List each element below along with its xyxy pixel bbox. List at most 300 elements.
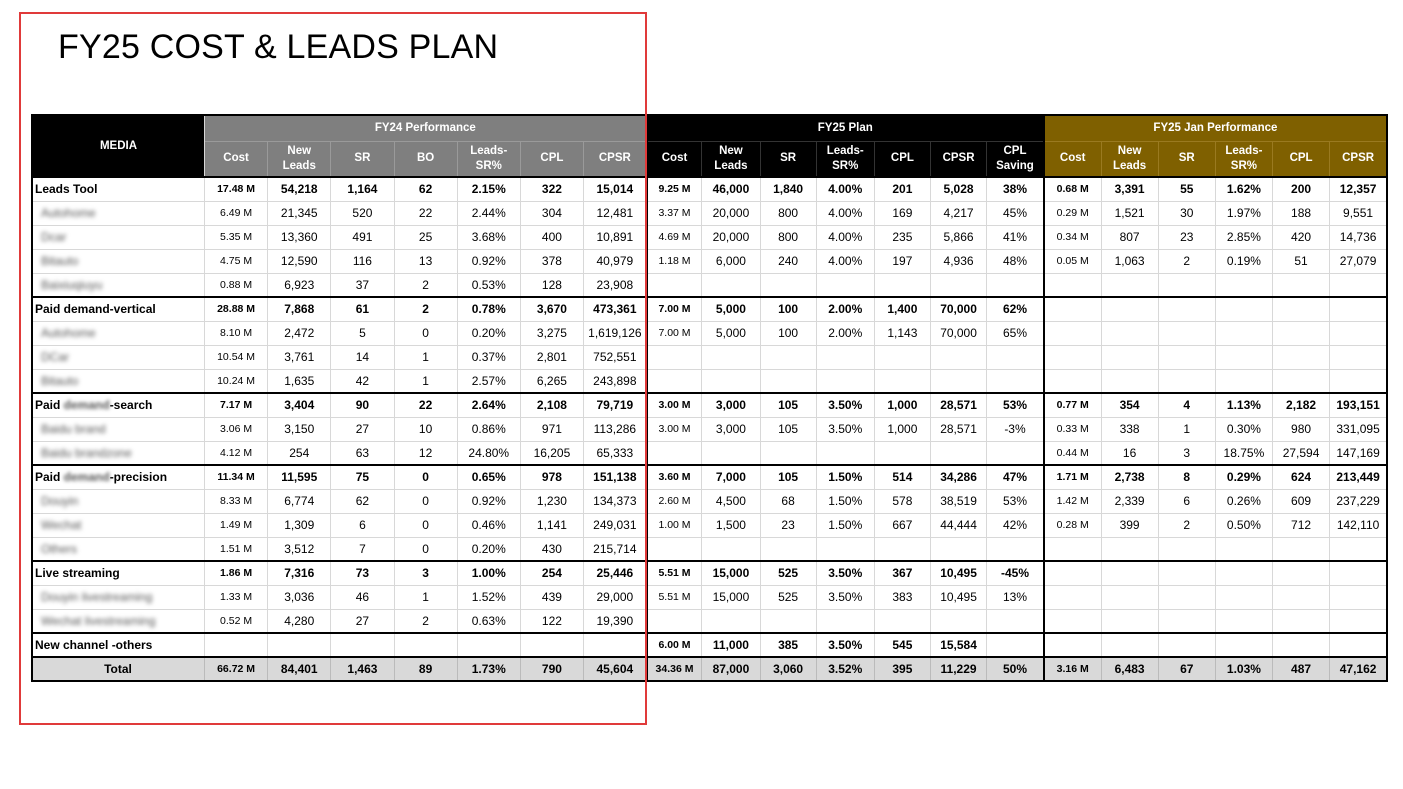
plan-cell [816,609,874,633]
fy24-cell: 65,333 [584,441,647,465]
plan-cell: 4,500 [702,489,760,513]
fy24-cell [457,633,520,657]
media-label: Others [41,541,78,556]
jan-cell: 0.29% [1215,465,1272,489]
plan-cell: 525 [760,585,816,609]
jan-col-header: New Leads [1101,141,1158,177]
fy24-cell: 0 [394,513,457,537]
fy24-cell: 19,390 [584,609,647,633]
media-header: MEDIA [32,115,204,177]
fy24-cell: 1 [394,585,457,609]
jan-cell [1330,561,1387,585]
fy24-cell: 3,761 [268,345,331,369]
jan-cell: 420 [1272,225,1329,249]
plan-cell: 367 [874,561,930,585]
plan-cell: -3% [987,417,1044,441]
plan-cell: 5,028 [930,177,986,201]
fy24-cell: 1 [394,369,457,393]
plan-cell: 667 [874,513,930,537]
fy24-col-header: Cost [204,141,267,177]
plan-cell: 6,000 [702,249,760,273]
fy24-cell: 3,036 [268,585,331,609]
table-row [32,369,1387,393]
plan-cell [760,537,816,561]
plan-cell: 2.60 M [647,489,702,513]
jan-cell: 188 [1272,201,1329,225]
plan-cell: 48% [987,249,1044,273]
plan-cell [647,273,702,297]
fy24-cell: 28.88 M [204,297,267,321]
plan-cell: 87,000 [702,657,760,681]
jan-cell: 14,736 [1330,225,1387,249]
plan-cell: 20,000 [702,201,760,225]
jan-cell: 30 [1158,201,1215,225]
table-row [32,513,1387,537]
media-cell [32,393,204,417]
media-label: Paid demand-vertical [35,302,156,317]
plan-cell [760,345,816,369]
plan-cell: 70,000 [930,321,986,345]
fy24-col-header: CPL [520,141,583,177]
plan-cell [874,273,930,297]
fy24-cell: 2.64% [457,393,520,417]
fy24-cell: 1,619,126 [584,321,647,345]
table-row [32,609,1387,633]
fy24-cell: 7,868 [268,297,331,321]
jan-cell: 0.77 M [1044,393,1101,417]
jan-cell [1330,321,1387,345]
fy24-cell: 12,481 [584,201,647,225]
jan-cell: 331,095 [1330,417,1387,441]
fy24-cell: 17.48 M [204,177,267,201]
plan-cell: -45% [987,561,1044,585]
jan-cell: 1.42 M [1044,489,1101,513]
plan-cell [930,369,986,393]
plan-cell: 1,500 [702,513,760,537]
jan-cell [1044,585,1101,609]
jan-cell [1158,273,1215,297]
table-row [32,249,1387,273]
fy24-cell: 0 [394,465,457,489]
jan-cell [1158,633,1215,657]
fy24-cell: 1,309 [268,513,331,537]
jan-cell: 0.05 M [1044,249,1101,273]
fy24-cell: 151,138 [584,465,647,489]
plan-cell [702,537,760,561]
fy24-cell: 254 [520,561,583,585]
plan-cell: 28,571 [930,393,986,417]
fy24-col-header: SR [331,141,394,177]
plan-cell [816,345,874,369]
fy24-cell: 29,000 [584,585,647,609]
media-cell [32,345,204,369]
jan-cell: 200 [1272,177,1329,201]
jan-cell: 0.28 M [1044,513,1101,537]
plan-cell: 4.00% [816,225,874,249]
plan-cell [987,633,1044,657]
fy24-cell: 75 [331,465,394,489]
table-row [32,345,1387,369]
plan-cell: 1,000 [874,417,930,441]
fy24-cell: 1 [394,345,457,369]
jan-cell [1330,369,1387,393]
plan-cell [930,441,986,465]
fy24-cell: 1.00% [457,561,520,585]
plan-cell: 15,000 [702,561,760,585]
plan-cell: 800 [760,225,816,249]
plan-cell: 800 [760,201,816,225]
media-label: Live streaming [35,566,120,581]
fy24-cell: 8.10 M [204,321,267,345]
media-cell [32,201,204,225]
fy25-plan-group-header: FY25 Plan [647,115,1044,141]
jan-cell: 213,449 [1330,465,1387,489]
media-label: Dcar [41,230,67,244]
jan-cell: 6,483 [1101,657,1158,681]
fy24-cell: 2.57% [457,369,520,393]
media-label: Baixiuqiuyu [41,277,103,292]
plan-cell: 53% [987,489,1044,513]
fy24-cell: 243,898 [584,369,647,393]
media-label: Wechat livestreaming [41,613,156,628]
plan-cell [874,345,930,369]
jan-cell: 2,738 [1101,465,1158,489]
fy24-cell: 304 [520,201,583,225]
media-label: Autohome [41,206,96,220]
fy24-cell: 6,265 [520,369,583,393]
plan-cell [702,369,760,393]
fy24-cell: 2 [394,297,457,321]
fy24-group-header: FY24 Performance [204,115,646,141]
jan-cell [1044,633,1101,657]
jan-cell [1044,273,1101,297]
media-label: Total [104,662,132,676]
jan-cell: 609 [1272,489,1329,513]
plan-col-header: CPL Saving [987,141,1044,177]
plan-cell: 42% [987,513,1044,537]
jan-cell [1044,321,1101,345]
fy24-cell: 0.88 M [204,273,267,297]
jan-cell [1330,609,1387,633]
plan-cell: 105 [760,465,816,489]
fy24-cell: 11.34 M [204,465,267,489]
jan-cell: 354 [1101,393,1158,417]
media-label: Baidu brandzone [41,445,132,460]
fy24-cell: 40,979 [584,249,647,273]
media-cell [32,273,204,297]
jan-cell: 807 [1101,225,1158,249]
plan-cell: 383 [874,585,930,609]
plan-cell: 4.00% [816,249,874,273]
fy24-cell: 54,218 [268,177,331,201]
fy24-cell: 400 [520,225,583,249]
plan-cell: 47% [987,465,1044,489]
plan-cell: 10,495 [930,561,986,585]
fy24-cell: 2.44% [457,201,520,225]
table-row [32,225,1387,249]
plan-cell: 105 [760,393,816,417]
jan-cell: 624 [1272,465,1329,489]
table-row [32,273,1387,297]
jan-cell: 51 [1272,249,1329,273]
plan-cell [702,609,760,633]
category-row [32,561,1387,585]
media-cell [32,513,204,537]
fy24-cell: 4,280 [268,609,331,633]
fy24-cell: 5.35 M [204,225,267,249]
plan-cell: 3.50% [816,393,874,417]
fy24-cell: 473,361 [584,297,647,321]
jan-cell [1044,369,1101,393]
plan-cell: 62% [987,297,1044,321]
jan-cell [1158,537,1215,561]
fy24-col-header: New Leads [268,141,331,177]
plan-cell: 578 [874,489,930,513]
media-label: Douyin livestreaming [41,590,153,604]
jan-cell: 6 [1158,489,1215,513]
jan-cell: 8 [1158,465,1215,489]
jan-cell: 0.30% [1215,417,1272,441]
plan-cell: 20,000 [702,225,760,249]
fy24-cell: 6,774 [268,489,331,513]
fy24-cell: 122 [520,609,583,633]
jan-cell [1215,369,1272,393]
plan-cell [702,273,760,297]
plan-cell: 45% [987,201,1044,225]
plan-cell: 1,400 [874,297,930,321]
table-row [32,489,1387,513]
jan-cell: 67 [1158,657,1215,681]
plan-cell: 44,444 [930,513,986,537]
category-row [32,177,1387,201]
media-cell [32,633,204,657]
plan-cell [647,369,702,393]
fy24-cell: 27 [331,417,394,441]
media-cell [32,489,204,513]
fy24-cell: 113,286 [584,417,647,441]
jan-cell [1101,585,1158,609]
plan-cell: 4.69 M [647,225,702,249]
jan-cell: 1 [1158,417,1215,441]
jan-cell [1158,609,1215,633]
plan-cell: 5,866 [930,225,986,249]
jan-cell: 12,357 [1330,177,1387,201]
fy24-cell: 10.54 M [204,345,267,369]
fy24-cell: 12 [394,441,457,465]
jan-cell [1044,561,1101,585]
jan-cell: 3,391 [1101,177,1158,201]
plan-cell [760,369,816,393]
plan-cell: 13% [987,585,1044,609]
jan-cell: 1,521 [1101,201,1158,225]
plan-cell: 41% [987,225,1044,249]
plan-cell: 395 [874,657,930,681]
fy24-cell: 27 [331,609,394,633]
fy24-cell: 37 [331,273,394,297]
fy24-cell: 1,141 [520,513,583,537]
table-row [32,321,1387,345]
fy24-cell: 11,595 [268,465,331,489]
fy24-cell: 4.75 M [204,249,267,273]
plan-cell: 9.25 M [647,177,702,201]
jan-cell: 193,151 [1330,393,1387,417]
fy24-cell: 0.20% [457,537,520,561]
jan-cell [1101,561,1158,585]
plan-cell: 514 [874,465,930,489]
jan-cell: 47,162 [1330,657,1387,681]
plan-cell [930,273,986,297]
media-label: DCar [41,350,70,364]
jan-cell: 0.33 M [1044,417,1101,441]
plan-cell: 385 [760,633,816,657]
jan-cell [1272,561,1329,585]
plan-cell [874,537,930,561]
fy24-cell: 0.53% [457,273,520,297]
jan-cell [1215,633,1272,657]
plan-cell [702,345,760,369]
fy24-cell: 8.33 M [204,489,267,513]
plan-cell: 1.00 M [647,513,702,537]
plan-col-header: New Leads [702,141,760,177]
plan-cell: 105 [760,417,816,441]
fy24-cell: 84,401 [268,657,331,681]
fy24-cell: 10,891 [584,225,647,249]
plan-cell [874,369,930,393]
fy24-cell: 0.20% [457,321,520,345]
plan-cell: 70,000 [930,297,986,321]
jan-cell [1101,537,1158,561]
fy24-cell: 10.24 M [204,369,267,393]
plan-cell: 38,519 [930,489,986,513]
jan-cell [1330,297,1387,321]
jan-cell: 3.16 M [1044,657,1101,681]
fy24-cell: 73 [331,561,394,585]
fy24-cell [268,633,331,657]
plan-cell: 3,000 [702,417,760,441]
fy24-cell: 13 [394,249,457,273]
plan-cell [647,441,702,465]
fy24-cell: 2,801 [520,345,583,369]
plan-cell: 65% [987,321,1044,345]
fy24-cell: 1,635 [268,369,331,393]
plan-cell: 201 [874,177,930,201]
fy24-cell: 491 [331,225,394,249]
jan-cell: 0.68 M [1044,177,1101,201]
jan-cell: 712 [1272,513,1329,537]
jan-col-header: Leads-SR% [1215,141,1272,177]
fy24-cell [394,633,457,657]
plan-cell: 68 [760,489,816,513]
fy24-cell: 790 [520,657,583,681]
fy24-cell: 3.68% [457,225,520,249]
fy24-cell: 22 [394,393,457,417]
plan-cell [647,609,702,633]
fy24-cell: 7 [331,537,394,561]
jan-cell [1215,345,1272,369]
plan-cell: 1.50% [816,489,874,513]
fy24-cell: 978 [520,465,583,489]
jan-cell [1215,537,1272,561]
media-cell [32,225,204,249]
jan-cell [1272,537,1329,561]
plan-cell: 7.00 M [647,297,702,321]
jan-cell [1101,345,1158,369]
fy24-cell: 23,908 [584,273,647,297]
plan-cell: 3.37 M [647,201,702,225]
jan-cell: 2,182 [1272,393,1329,417]
fy24-cell: 0.65% [457,465,520,489]
plan-cell: 7,000 [702,465,760,489]
jan-cell: 1.03% [1215,657,1272,681]
category-row [32,297,1387,321]
plan-cell: 2.00% [816,321,874,345]
fy24-cell: 0.52 M [204,609,267,633]
jan-cell [1330,585,1387,609]
plan-cell: 3,000 [702,393,760,417]
fy24-col-header: BO [394,141,457,177]
fy24-cell: 90 [331,393,394,417]
fy24-col-header: Leads-SR% [457,141,520,177]
fy24-cell: 128 [520,273,583,297]
total-row [32,657,1387,681]
jan-cell: 237,229 [1330,489,1387,513]
plan-cell: 10,495 [930,585,986,609]
plan-cell [760,609,816,633]
plan-col-header: SR [760,141,816,177]
media-cell [32,177,204,201]
jan-cell: 4 [1158,393,1215,417]
table-row [32,441,1387,465]
fy24-cell: 1.73% [457,657,520,681]
plan-cell [816,273,874,297]
jan-cell [1158,345,1215,369]
plan-cell: 15,000 [702,585,760,609]
jan-cell: 1,063 [1101,249,1158,273]
jan-cell [1330,345,1387,369]
media-cell [32,417,204,441]
jan-cell: 0.19% [1215,249,1272,273]
jan-cell [1215,561,1272,585]
plan-cell [760,273,816,297]
plan-cell: 2.00% [816,297,874,321]
media-label: Wechat [41,518,82,532]
jan-cell [1158,369,1215,393]
plan-cell: 4.00% [816,177,874,201]
jan-cell [1330,633,1387,657]
media-label: Leads Tool [35,182,98,197]
fy24-cell: 6.49 M [204,201,267,225]
fy24-cell: 2,472 [268,321,331,345]
plan-cell: 3.60 M [647,465,702,489]
plan-cell [930,345,986,369]
plan-cell [987,345,1044,369]
plan-cell: 3.50% [816,417,874,441]
fy24-cell: 0.78% [457,297,520,321]
fy24-cell: 0.86% [457,417,520,441]
table-row [32,585,1387,609]
cost-leads-table [31,114,1388,682]
jan-cell [1272,609,1329,633]
plan-cell: 23 [760,513,816,537]
plan-cell [647,345,702,369]
fy24-cell: 378 [520,249,583,273]
media-label: Baidu brand [41,422,106,436]
plan-cell: 4,217 [930,201,986,225]
jan-col-header: CPSR [1330,141,1387,177]
fy24-cell: 12,590 [268,249,331,273]
media-label: Bitauto [41,373,79,388]
jan-cell: 9,551 [1330,201,1387,225]
